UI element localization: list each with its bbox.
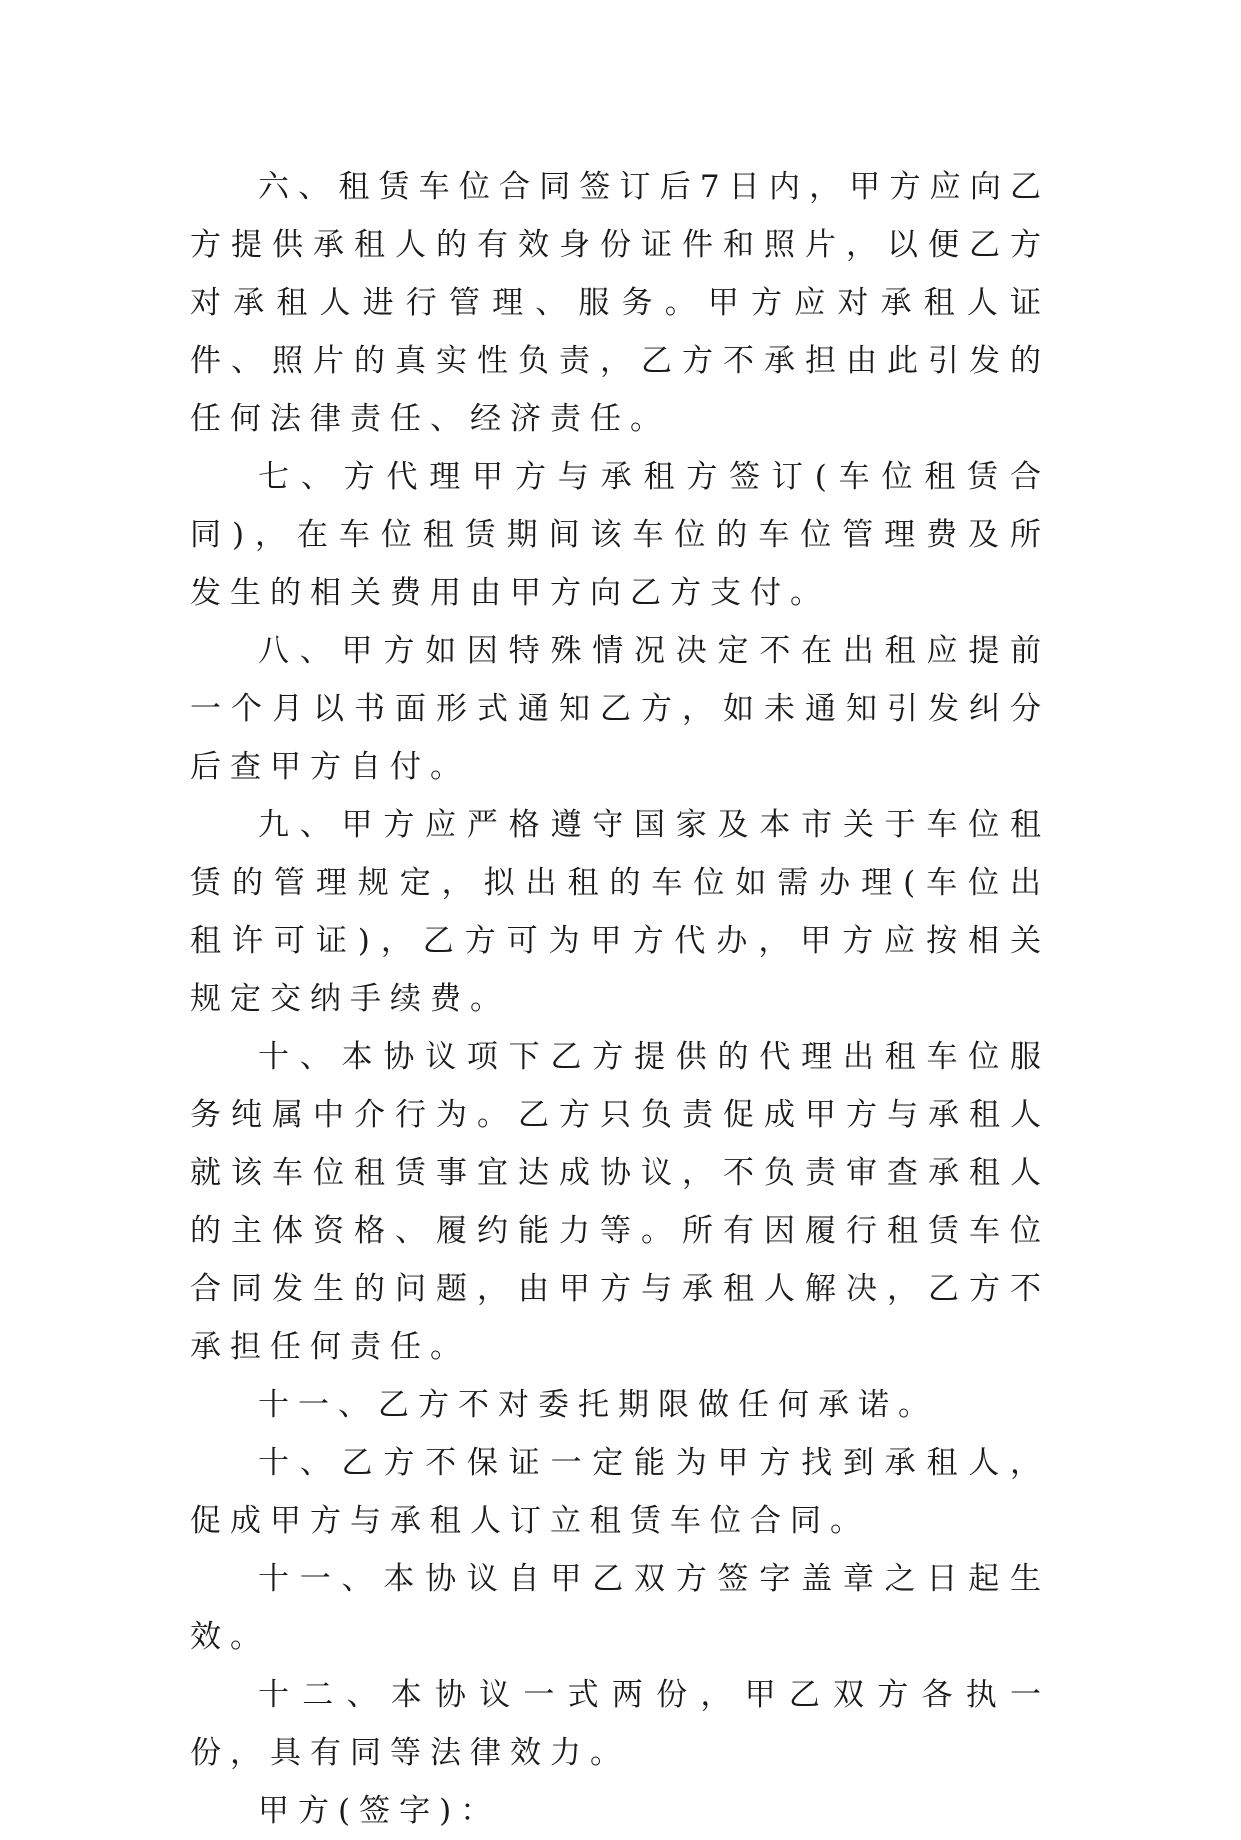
clause-12: 十二、本协议一式两份，甲乙双方各执一份，具有同等法律效力。	[190, 1677, 1050, 1771]
clause-11b: 十一、本协议自甲乙双方签字盖章之日起生效。	[190, 1561, 1050, 1655]
party-a-signature-line: 甲方(签字)：	[258, 1793, 501, 1829]
clause-10b: 十、乙方不保证一定能为甲方找到承租人，促成甲方与承租人订立租赁车位合同。	[190, 1445, 1050, 1539]
clause-7: 七、方代理甲方与承租方签订(车位租赁合同)，在车位租赁期间该车位的车位管理费及所发生的相关费用由甲方向乙方支付。	[190, 459, 1050, 611]
document-body	[190, 158, 1050, 1840]
clause-9: 九、甲方应严格遵守国家及本市关于车位租赁的管理规定，拟出租的车位如需办理(车位出租许可证)，乙方可为甲方代办，甲方应按相关规定交纳手续费。	[190, 807, 1050, 1017]
clause-8: 八、甲方如因特殊情况决定不在出租应提前一个月以书面形式通知乙方，如未通知引发纠分后查甲方自付。	[190, 633, 1050, 785]
clause-11: 十一、乙方不对委托期限做任何承诺。	[258, 1387, 938, 1423]
clause-10: 十、本协议项下乙方提供的代理出租车位服务纯属中介行为。乙方只负责促成甲方与承租人就该车位租赁事宜达成协议，不负责审查承租人的主体资格、履约能力等。所有因履行租赁车位合同发生的问题，由甲方与承租人解决，乙方不承担任何责任。	[190, 1039, 1050, 1365]
clause-6: 六、租赁车位合同签订后7日内，甲方应向乙方提供承租人的有效身份证件和照片，以便乙方对承租人进行管理、服务。甲方应对承租人证件、照片的真实性负责，乙方不承担由此引发的任何法律责任、经济责任。	[190, 169, 1050, 437]
